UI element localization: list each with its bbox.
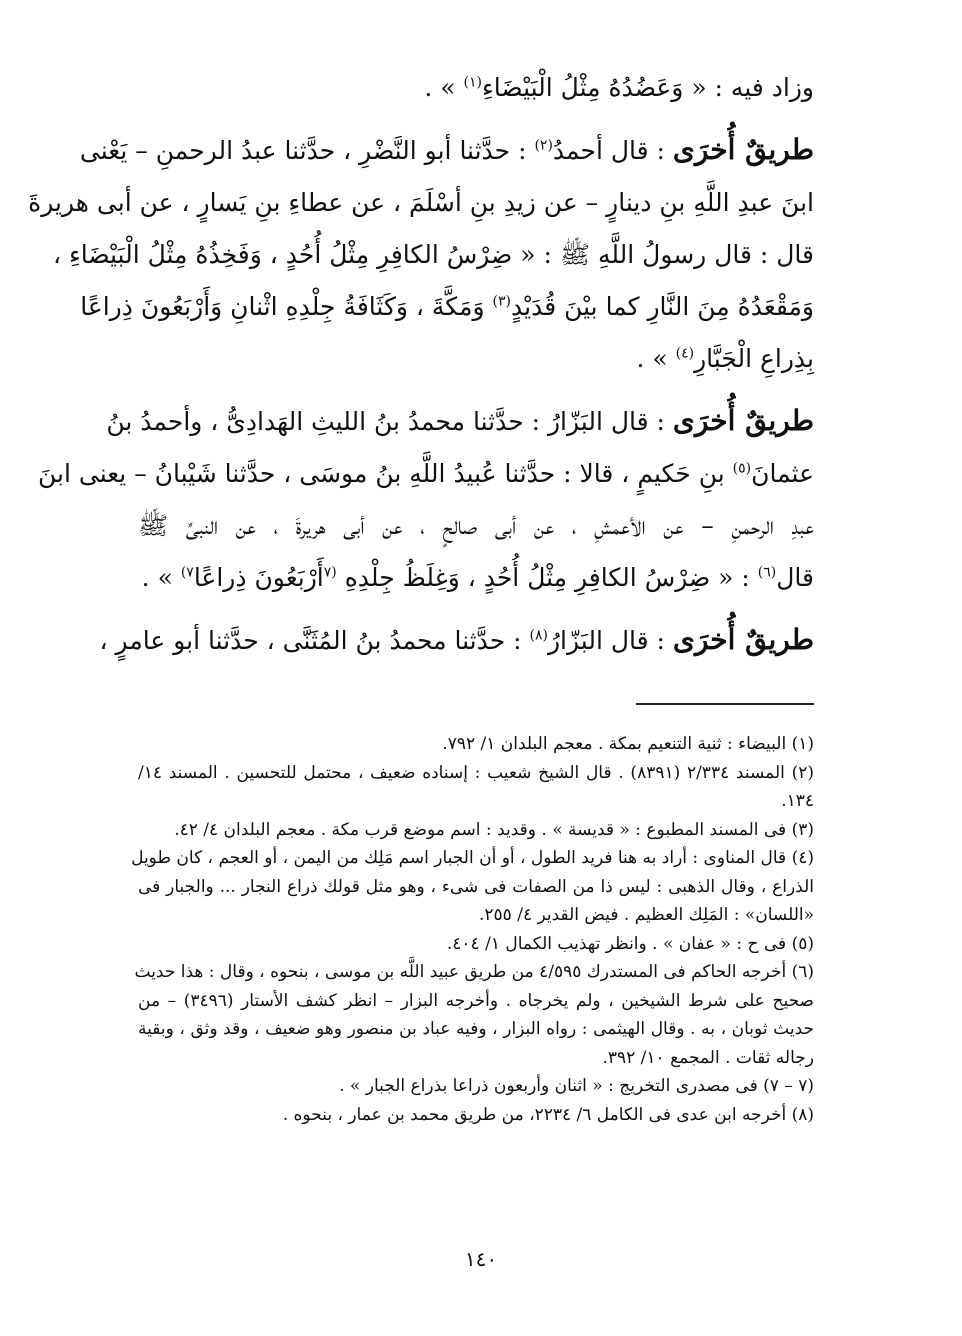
text-segment: : قال أحمدُ bbox=[552, 136, 673, 165]
footnote-ref-5: (٥) bbox=[732, 460, 752, 477]
text-line: ابنَ عبدِ اللَّهِ بنِ دينارٍ – عن زيدِ بنِ أسْلَمَ ، عن عطاءِ بنِ يَسارٍ ، عن أبى هريرةَ bbox=[28, 188, 814, 217]
page-number: ١٤٠ bbox=[464, 1247, 498, 1271]
footnotes bbox=[131, 730, 814, 1129]
footnote-continuation: الذراع ، وقال الذهبى : ليس ذا من الصفات فى شىء ، وهو مثل قولك ذراع النجار ... والجبار فى bbox=[138, 876, 814, 897]
footnote-continuation: رجاله ثقات . المجمع ١٠/ ٣٩٢. bbox=[602, 1047, 814, 1068]
main-text bbox=[28, 62, 814, 667]
footnote-ref-1: (١) bbox=[463, 74, 483, 91]
text-line bbox=[80, 281, 814, 333]
text-segment: : قال البَزّارُ : حدَّثنا محمدُ بنُ الليثِ الهَدادِىُّ ، وأحمدُ بنُ bbox=[106, 407, 673, 436]
footnote: (٥) فى ح : « عفان » . وانظر تهذيب الكمال ١/ ٤٠٤. bbox=[446, 933, 814, 954]
paragraph-gap bbox=[138, 114, 814, 124]
footnote: (٤) قال المناوى : أراد به هنا فريد الطول ، أو أن الجبار اسم مَلِك من اليمن ، أو العجم ، كان طويل bbox=[131, 848, 814, 868]
text-segment: قال bbox=[776, 563, 814, 592]
text-line: قال : قال رسولُ اللَّهِ ﷺ : « ضِرْسُ الكافِرِ مِثْلُ أُحُدٍ ، وَفَخِذُهُ مِثْلُ الْبَيْضَاءِ ، bbox=[52, 240, 814, 269]
footnote-ref-2: (٢) bbox=[534, 137, 553, 154]
footnote-continuation: «اللسان» : المَلِك العظيم . فيض القدير ٤/ ٢٥٥. bbox=[478, 905, 814, 925]
text-segment: وزاد فيه : « وَعَضُدُهُ مِثْلُ الْبَيْضَاءِ bbox=[482, 73, 814, 102]
footnote: (٧ – ٧) فى مصدرى التخريج : « اثنان وأربعون ذراعا بذراع الجبار » . bbox=[339, 1076, 814, 1096]
text-segment: : حدَّثنا محمدُ بنُ المُثَنَّى ، حدَّثنا أبو عامرٍ ، bbox=[99, 626, 530, 655]
footnote-continuation: حديث ثوبان ، به . وقال الهيثمى : رواه البزار ، وفيه عباد بن منصور وهو ضعيف ، وقد وثق ، وبقية bbox=[138, 1019, 814, 1039]
text-segment: أَرْبَعُونَ ذِراعًا bbox=[193, 563, 324, 592]
text-segment: » . bbox=[636, 344, 676, 373]
text-line bbox=[138, 62, 814, 114]
text-segment: : قال البَزّارُ bbox=[547, 626, 673, 655]
text-line bbox=[79, 124, 814, 177]
text-segment: وَمَكَّةَ ، وَكَثَافَةُ جِلْدِهِ اثْنانِ وَأَرْبَعُونَ ذِراعًا bbox=[80, 292, 493, 321]
footnote-separator bbox=[636, 703, 814, 705]
footnote-ref-3: (٣) bbox=[492, 293, 511, 310]
section-lead: طريقٌ أُخرَى bbox=[672, 133, 814, 166]
footnote-ref-4: (٤) bbox=[675, 345, 695, 362]
text-line bbox=[138, 333, 814, 385]
text-segment: » . bbox=[424, 73, 464, 102]
footnote-continuation: ١٣٤. bbox=[781, 791, 814, 811]
text-line bbox=[99, 614, 814, 667]
text-segment: بِذِراعِ الْجَبَّارِ bbox=[694, 344, 814, 373]
section-lead: طريقٌ أُخرَى bbox=[672, 404, 814, 437]
footnote: (٢) المسند ٢/٣٣٤ (٨٣٩١) . قال الشيخ شعيب : إسناده ضعيف ، محتمل للتحسين . المسند ١٤/ bbox=[138, 762, 814, 783]
footnote-continuation: صحيح على شرط الشيخين ، ولم يخرجاه . وأخرجه البزار – انظر كشف الأستار (٣٤٩٦) – من bbox=[138, 990, 814, 1011]
text-segment: : حدَّثنا أبو النَّضْرِ ، حدَّثنا عبدُ الرحمنِ – يَعْنى bbox=[79, 136, 535, 165]
text-segment: وَمَقْعَدُهُ مِنَ النَّارِ كما بيْنَ قُدَيْدٍ bbox=[510, 292, 814, 321]
section-lead: طريقٌ أُخرَى bbox=[672, 623, 814, 656]
text-line bbox=[138, 552, 814, 604]
footnote-ref-7-open: (٧ bbox=[323, 564, 337, 581]
text-segment: بنِ حَكيمٍ ، قالا : حدَّثنا عُبيدُ اللَّهِ بنُ موسَى ، حدَّثنا شَيْبانُ – يعنى ابنَ bbox=[37, 459, 733, 488]
footnote: (٨) أخرجه ابن عدى فى الكامل ٦/ ٢٢٣٤، من طريق محمد بن عمار ، بنحوه . bbox=[282, 1104, 814, 1125]
paragraph-gap bbox=[138, 385, 814, 395]
text-line bbox=[106, 395, 814, 448]
text-line: عبدِ الرحمنِ – عن الأعمشِ ، عن أبى صالحٍ ، عن أبى هريرةَ ، عن النبىِّ ﷺ bbox=[138, 511, 814, 540]
footnote-ref-8: (٨) bbox=[529, 627, 548, 644]
text-segment: عثمانَ bbox=[751, 459, 814, 488]
text-segment: » . bbox=[141, 563, 181, 592]
footnote: (١) البيضاء : ثنية التنعيم بمكة . معجم البلدان ١/ ٧٩٢. bbox=[442, 734, 814, 754]
footnote: (٣) فى المسند المطبوع : « قديسة » . وقديد : اسم موضع قرب مكة . معجم البلدان ٤/ ٤٢. bbox=[174, 819, 814, 840]
footnote: (٦) أخرجه الحاكم فى المستدرك ٤/٥٩٥ من طريق عبيد اللَّه بن موسى ، بنحوه ، وقال : هذا حديث bbox=[134, 962, 814, 982]
text-segment: : « ضِرْسُ الكافِرِ مِثْلُ أُحُدٍ ، وَغِلَظُ جِلْدِهِ bbox=[336, 563, 758, 592]
paragraph-gap bbox=[138, 604, 814, 614]
text-line bbox=[37, 448, 814, 500]
footnote-ref-7-close: ٧) bbox=[180, 564, 194, 581]
footnote-ref-6: (٦) bbox=[757, 564, 777, 581]
